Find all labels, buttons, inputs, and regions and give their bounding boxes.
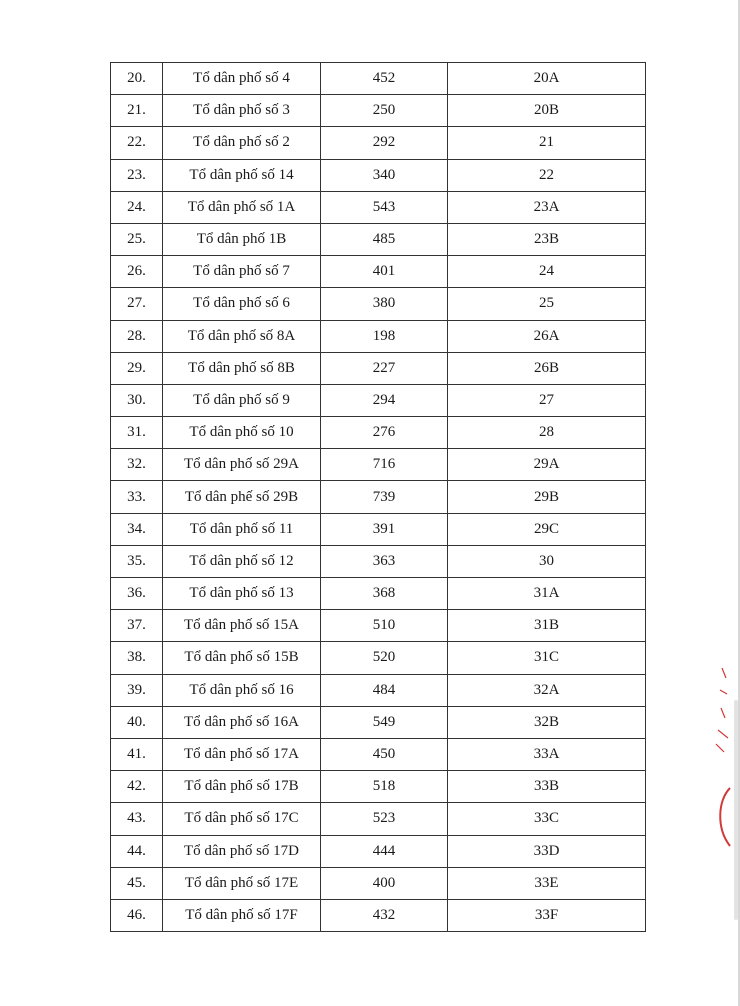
cell-code: 29A bbox=[448, 449, 646, 481]
residential-group-table bbox=[110, 62, 646, 932]
table-row bbox=[111, 513, 646, 545]
cell-stt: 45. bbox=[111, 867, 163, 899]
cell-count: 520 bbox=[321, 642, 448, 674]
cell-count: 444 bbox=[321, 835, 448, 867]
cell-stt: 22. bbox=[111, 127, 163, 159]
cell-stt: 25. bbox=[111, 223, 163, 255]
cell-stt: 42. bbox=[111, 771, 163, 803]
cell-name: Tổ dân phố số 12 bbox=[163, 545, 321, 577]
cell-stt: 31. bbox=[111, 417, 163, 449]
cell-stt: 37. bbox=[111, 610, 163, 642]
cell-code: 28 bbox=[448, 417, 646, 449]
cell-stt: 40. bbox=[111, 706, 163, 738]
cell-name: Tổ dân phố số 6 bbox=[163, 288, 321, 320]
cell-name: Tổ dân phố số 1A bbox=[163, 191, 321, 223]
table-row bbox=[111, 449, 646, 481]
cell-code: 25 bbox=[448, 288, 646, 320]
cell-stt: 33. bbox=[111, 481, 163, 513]
cell-stt: 34. bbox=[111, 513, 163, 545]
cell-stt: 26. bbox=[111, 256, 163, 288]
table-row bbox=[111, 674, 646, 706]
cell-code: 32A bbox=[448, 674, 646, 706]
cell-stt: 24. bbox=[111, 191, 163, 223]
cell-code: 23A bbox=[448, 191, 646, 223]
cell-code: 30 bbox=[448, 545, 646, 577]
cell-name: Tổ dân phố số 7 bbox=[163, 256, 321, 288]
cell-count: 391 bbox=[321, 513, 448, 545]
seal-arc bbox=[720, 788, 730, 846]
cell-stt: 20. bbox=[111, 63, 163, 95]
cell-name: Tổ dân phố số 17A bbox=[163, 738, 321, 770]
cell-name: Tổ dân phố số 17F bbox=[163, 899, 321, 931]
cell-stt: 43. bbox=[111, 803, 163, 835]
cell-code: 22 bbox=[448, 159, 646, 191]
cell-count: 292 bbox=[321, 127, 448, 159]
table-row bbox=[111, 191, 646, 223]
cell-name: Tổ dân phố số 17C bbox=[163, 803, 321, 835]
cell-count: 198 bbox=[321, 320, 448, 352]
table-row bbox=[111, 63, 646, 95]
cell-count: 518 bbox=[321, 771, 448, 803]
red-seal-fragment bbox=[700, 660, 740, 860]
cell-name: Tổ dân phố số 15B bbox=[163, 642, 321, 674]
cell-code: 33D bbox=[448, 835, 646, 867]
cell-code: 33B bbox=[448, 771, 646, 803]
cell-count: 227 bbox=[321, 352, 448, 384]
table-row bbox=[111, 95, 646, 127]
cell-name: Tổ dân phố số 3 bbox=[163, 95, 321, 127]
cell-code: 21 bbox=[448, 127, 646, 159]
cell-code: 27 bbox=[448, 384, 646, 416]
table-row bbox=[111, 159, 646, 191]
cell-name: Tổ dân phố số 8B bbox=[163, 352, 321, 384]
table-row bbox=[111, 738, 646, 770]
table-row bbox=[111, 867, 646, 899]
cell-stt: 27. bbox=[111, 288, 163, 320]
cell-code: 33C bbox=[448, 803, 646, 835]
table-row bbox=[111, 223, 646, 255]
table-row bbox=[111, 899, 646, 931]
cell-count: 523 bbox=[321, 803, 448, 835]
cell-code: 31A bbox=[448, 578, 646, 610]
cell-count: 452 bbox=[321, 63, 448, 95]
cell-stt: 44. bbox=[111, 835, 163, 867]
cell-count: 510 bbox=[321, 610, 448, 642]
cell-stt: 32. bbox=[111, 449, 163, 481]
cell-count: 739 bbox=[321, 481, 448, 513]
cell-code: 26B bbox=[448, 352, 646, 384]
table-row bbox=[111, 352, 646, 384]
cell-name: Tổ dân phố số 8A bbox=[163, 320, 321, 352]
cell-code: 33F bbox=[448, 899, 646, 931]
cell-count: 294 bbox=[321, 384, 448, 416]
table-row bbox=[111, 642, 646, 674]
cell-count: 549 bbox=[321, 706, 448, 738]
cell-code: 33E bbox=[448, 867, 646, 899]
cell-count: 400 bbox=[321, 867, 448, 899]
cell-count: 363 bbox=[321, 545, 448, 577]
table-row bbox=[111, 417, 646, 449]
table-body bbox=[111, 63, 646, 932]
cell-name: Tổ dân phố số 29A bbox=[163, 449, 321, 481]
cell-code: 29C bbox=[448, 513, 646, 545]
table-row bbox=[111, 288, 646, 320]
cell-count: 401 bbox=[321, 256, 448, 288]
table-row bbox=[111, 384, 646, 416]
cell-count: 250 bbox=[321, 95, 448, 127]
cell-stt: 46. bbox=[111, 899, 163, 931]
table-row bbox=[111, 481, 646, 513]
cell-code: 26A bbox=[448, 320, 646, 352]
table-row bbox=[111, 835, 646, 867]
cell-count: 716 bbox=[321, 449, 448, 481]
cell-name: Tổ dân phố số 17D bbox=[163, 835, 321, 867]
cell-code: 31B bbox=[448, 610, 646, 642]
cell-name: Tổ dân phố số 17E bbox=[163, 867, 321, 899]
table-row bbox=[111, 545, 646, 577]
cell-count: 484 bbox=[321, 674, 448, 706]
cell-count: 543 bbox=[321, 191, 448, 223]
table-row bbox=[111, 610, 646, 642]
cell-stt: 38. bbox=[111, 642, 163, 674]
cell-name: Tổ dân phố số 9 bbox=[163, 384, 321, 416]
cell-count: 340 bbox=[321, 159, 448, 191]
cell-count: 485 bbox=[321, 223, 448, 255]
cell-code: 31C bbox=[448, 642, 646, 674]
table-row bbox=[111, 803, 646, 835]
cell-count: 450 bbox=[321, 738, 448, 770]
seal-stroke-marks bbox=[716, 668, 728, 752]
cell-name: Tổ dân phố số 14 bbox=[163, 159, 321, 191]
cell-name: Tổ dân phế số 29B bbox=[163, 481, 321, 513]
cell-count: 432 bbox=[321, 899, 448, 931]
cell-code: 33A bbox=[448, 738, 646, 770]
cell-stt: 39. bbox=[111, 674, 163, 706]
cell-stt: 23. bbox=[111, 159, 163, 191]
cell-name: Tổ dân phố số 16A bbox=[163, 706, 321, 738]
cell-code: 24 bbox=[448, 256, 646, 288]
cell-stt: 36. bbox=[111, 578, 163, 610]
cell-name: Tổ dân phố số 2 bbox=[163, 127, 321, 159]
cell-stt: 28. bbox=[111, 320, 163, 352]
cell-code: 23B bbox=[448, 223, 646, 255]
cell-code: 29B bbox=[448, 481, 646, 513]
cell-code: 20B bbox=[448, 95, 646, 127]
table-row bbox=[111, 256, 646, 288]
cell-count: 380 bbox=[321, 288, 448, 320]
cell-name: Tổ dân phố số 4 bbox=[163, 63, 321, 95]
cell-count: 276 bbox=[321, 417, 448, 449]
cell-name: Tổ dân phố 1B bbox=[163, 223, 321, 255]
cell-code: 32B bbox=[448, 706, 646, 738]
cell-name: Tổ dân phố số 10 bbox=[163, 417, 321, 449]
cell-stt: 30. bbox=[111, 384, 163, 416]
table-row bbox=[111, 771, 646, 803]
cell-code: 20A bbox=[448, 63, 646, 95]
cell-name: Tổ dân phố số 11 bbox=[163, 513, 321, 545]
cell-count: 368 bbox=[321, 578, 448, 610]
table-row bbox=[111, 578, 646, 610]
cell-stt: 21. bbox=[111, 95, 163, 127]
cell-name: Tổ dân phố số 17B bbox=[163, 771, 321, 803]
cell-stt: 29. bbox=[111, 352, 163, 384]
cell-name: Tổ dân phố số 15A bbox=[163, 610, 321, 642]
table-row bbox=[111, 706, 646, 738]
cell-name: Tổ dân phố số 16 bbox=[163, 674, 321, 706]
cell-stt: 35. bbox=[111, 545, 163, 577]
cell-name: Tổ dân phố số 13 bbox=[163, 578, 321, 610]
cell-stt: 41. bbox=[111, 738, 163, 770]
table-row bbox=[111, 127, 646, 159]
table-row bbox=[111, 320, 646, 352]
